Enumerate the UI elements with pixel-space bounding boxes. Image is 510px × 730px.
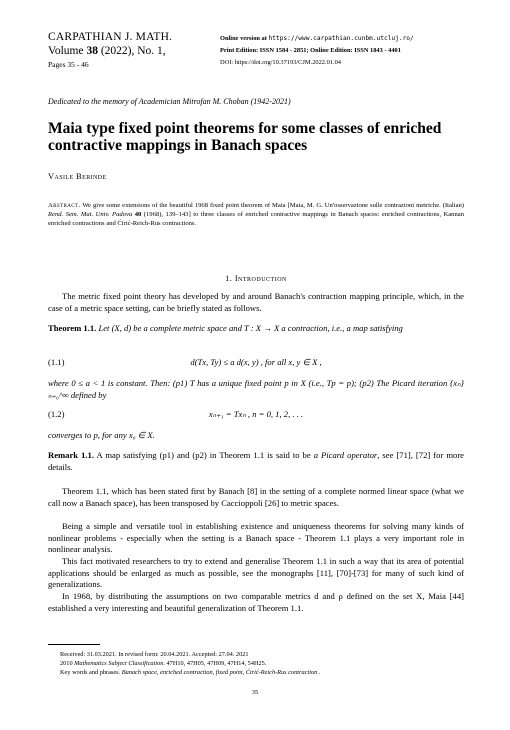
- body-paragraph: Theorem 1.1, which has been stated first by Banach [8] in the setting of a complete normed linear space (what we call now a Banach space), has been transposed by Caccioppoli [26] to metric spaces.: [48, 486, 464, 508]
- journal-header: [48, 30, 172, 71]
- convergence-statement: converges to p, for any x₀ ∈ X.: [48, 430, 155, 440]
- equation-body: xₙ₊₁ = Txₙ , n = 0, 1, 2, . . .: [208, 409, 304, 419]
- paper-title: Maia type fixed point theorems for some classes of enriched contractive mappings in Banach spaces: [48, 120, 442, 154]
- received-dates: Received: 31.03.2021. In revised form: 20.04.2021. Accepted: 27.04. 2021: [60, 651, 249, 658]
- abstract-label: Abstract.: [48, 202, 81, 209]
- equation-1-1: [48, 357, 464, 369]
- theorem-continuation: where 0 ≤ a < 1 is constant. Then: (p1) T has a unique fixed point p in X (i.e., Tp = p); (p2) The Picard iteration {xₙ}ₙ₌₀^∞ defined by: [48, 378, 464, 400]
- theorem-1-1: Theorem 1.1. Let (X, d) be a complete metric space and T : X → X a contraction, i.e., a map satisfying: [48, 323, 403, 333]
- footnotes: [60, 650, 464, 677]
- msc-classification: 2010 Mathematics Subject Classification. 47H10, 47H05, 47H09, 47H14, 54H25.: [60, 660, 267, 667]
- remark-label: Remark 1.1.: [48, 450, 94, 460]
- journal-pages: Pages 35 - 46: [48, 60, 89, 69]
- equation-number: (1.2): [48, 409, 65, 419]
- equation-number: (1.1): [48, 357, 65, 367]
- journal-url-link[interactable]: https://www.carpathian.cunbm.utcluj.ro/: [268, 35, 414, 42]
- doi-link[interactable]: DOI: https://doi.org/10.37193/CJM.2022.01.04: [220, 59, 341, 66]
- page-number: 35: [251, 689, 259, 696]
- equation-body: d(Tx, Ty) ≤ a d(x, y) , for all x, y ∈ X ,: [190, 357, 322, 367]
- body-paragraph: In 1968, by distributing the assumptions on two comparable metrics d and ρ defined on the set X, Maia [44] established a very interesting and beautiful generalization of Theorem 1.1.: [48, 591, 464, 613]
- keywords: Key words and phrases. Banach space, enriched contraction, fixed point, Ćirić-Reich-Rus contraction .: [60, 669, 321, 676]
- equation-1-2: [48, 409, 464, 421]
- issn-line: Print Edition: ISSN 1584 - 2851; Online Edition: ISSN 1843 - 4401: [220, 47, 401, 54]
- journal-name: CARPATHIAN J. MATH.: [48, 31, 173, 43]
- section-heading: 1. Introduction: [225, 274, 287, 283]
- theorem-label: Theorem 1.1.: [48, 323, 97, 333]
- publication-info: [220, 33, 414, 69]
- online-version: Online version at https://www.carpathian.cunbm.utcluj.ro/: [220, 35, 414, 42]
- remark-1-1: Remark 1.1. A map satisfying (p1) and (p2) in Theorem 1.1 is said to be a Picard operator, see [71], [72] for more details.: [48, 450, 465, 472]
- journal-volume: Volume 38 (2022), No. 1,: [48, 45, 166, 57]
- intro-paragraph: The metric fixed point theory has developed by and around Banach's contraction mapping principle, which, in the case of a metric space setting, can be briefly stated as follows.: [48, 291, 464, 313]
- author-name: Vasile Berinde: [48, 171, 107, 181]
- body-paragraph: This fact motivated researchers to try to extend and generalise Theorem 1.1 in such a way that its area of potential applications should be enlarged as much as possible, see the monographs [11], [70]-[73] for many of such kind of generalizations.: [48, 556, 464, 590]
- footnote-rule: [48, 644, 100, 645]
- dedication: Dedicated to the memory of Academician Mitrofan M. Choban (1942-2021): [48, 97, 291, 106]
- abstract: Abstract. We give some extensions of the beautiful 1968 fixed point theorem of Maia [Maia, M. G. Un'osservazione sulle contrazioni metriche. (Italian) Rend. Sem. Mat. Univ. Padova 40 (1968), 139–143] to three classes of enriched contractive mappings in Banach spaces: enriched contractions, Kannan enriched contractions and Ćirić-Reich-Rus contractions.: [48, 202, 464, 228]
- body-paragraph: Being a simple and versatile tool in establishing existence and uniqueness theorems for solving many kinds of nonlinear problems - especially when the setting is a Banach space - Theorem 1.1 plays a very important role in nonlinear analysis.: [48, 521, 464, 555]
